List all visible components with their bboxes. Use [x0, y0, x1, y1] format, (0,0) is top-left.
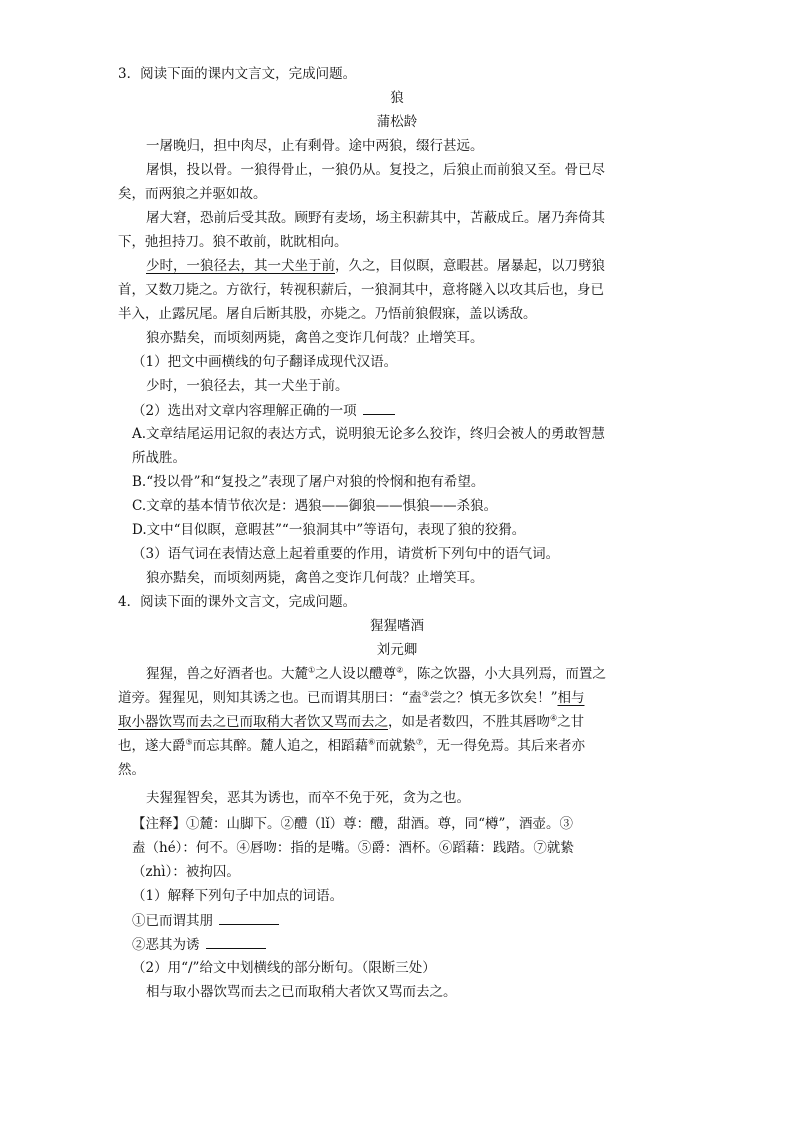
underlined-passage: 取小器饮骂而去之已而取稍大者饮又骂而去之	[118, 714, 388, 730]
q3-title: 狼	[390, 90, 404, 106]
underlined-passage-start: 相与	[557, 690, 585, 706]
answer-blank-2[interactable]	[206, 934, 266, 949]
answer-blank[interactable]	[363, 400, 395, 415]
q4-paragraph-1-line-1: 猩猩，兽之好酒者也。大麓①之人设以醴尊②，陈之饮器，小大具列焉，而置之	[146, 665, 606, 682]
q3-sub-question-3: （3）语气词在表情达意上起着重要的作用，请赏析下列句中的语气词。	[132, 546, 560, 562]
q3-paragraph-1: 一屠晚归，担中肉尽，止有剩骨。途中两狼，缀行甚远。	[146, 138, 484, 154]
q3-paragraph-5: 狼亦黠矣，而顷刻两毙，禽兽之变诈几何哉？止增笑耳。	[146, 330, 484, 346]
q3-paragraph-3-line-2: 下，弛担持刀。狼不敢前，眈眈相向。	[118, 234, 348, 250]
answer-blank-1[interactable]	[219, 910, 279, 925]
q4-heading: 4．阅读下面的课外文言文，完成问题。	[118, 594, 357, 610]
q3-paragraph-4-line-1: 少时，一狼径去，其一犬坐于前，久之，目似瞑，意暇甚。屠暴起，以刀劈狼	[146, 258, 605, 274]
q3-heading: 3．阅读下面的课内文言文，完成问题。	[118, 66, 357, 82]
option-c: C.文章的基本情节依次是：遇狼——御狼——惧狼——杀狼。	[132, 498, 498, 514]
q4-author: 刘元卿	[376, 642, 418, 658]
q3-sub-question-1-text: 少时，一狼径去，其一犬坐于前。	[146, 378, 349, 394]
q3-paragraph-3-line-1: 屠大窘，恐前后受其敌。顾野有麦场，场主积薪其中，苫蔽成丘。屠乃奔倚其	[146, 210, 605, 226]
q4-item-2: ②恶其为诱	[132, 934, 266, 955]
q4-paragraph-1-line-3: 取小器饮骂而去之已而取稍大者饮又骂而去之，如是者数四，不胜其唇吻④之甘	[118, 713, 585, 730]
option-a-line-1: A.文章结尾运用记叙的表达方式，说明狼无论多么狡诈，终归会被人的勇敢智慧	[132, 426, 606, 442]
q4-paragraph-1-line-5: 然。	[118, 762, 145, 778]
option-d: D.文中“目似瞑，意暇甚”“一狼洞其中”等语句，表现了狼的狡猾。	[132, 522, 526, 538]
option-b: B.“投以骨”和“复投之”表现了屠户对狼的怜悯和抱有希望。	[132, 474, 485, 490]
q3-sub-question-2: （2）选出对文章内容理解正确的一项	[132, 400, 395, 421]
q4-title: 猩猩嗜酒	[370, 618, 424, 634]
q3-paragraph-4-line-3: 半入，止露尻尾。屠自后断其股，亦毙之。乃悟前狼假寐，盖以诱敌。	[118, 306, 537, 322]
q4-sub-question-2-text: 相与取小器饮骂而去之已而取稍大者饮又骂而去之。	[146, 984, 457, 1000]
q4-note-line-1: 【注释】①麓：山脚下。②醴（lǐ）尊：醴，甜酒。尊，同“樽”，酒壶。③	[132, 816, 573, 832]
option-a-line-2: 所战胜。	[132, 450, 186, 466]
q3-sub-question-1: （1）把文中画横线的句子翻译成现代汉语。	[132, 354, 398, 370]
q4-item-1: ①已而谓其朋	[132, 910, 279, 931]
q3-sub-question-3-text: 狼亦黠矣，而顷刻两毙，禽兽之变诈几何哉？止增笑耳。	[146, 570, 484, 586]
underlined-sentence: 少时，一狼径去，其一犬坐于前	[146, 258, 335, 274]
q4-paragraph-1-line-2: 道旁。猩猩见，则知其诱之也。已而谓其朋曰：“盍③尝之？慎无多饮矣！”相与	[118, 689, 585, 706]
q4-note-line-3: （zhì）：被拘囚。	[132, 864, 240, 880]
q3-author: 蒲松龄	[376, 114, 418, 130]
q4-sub-question-2: （2）用“/”给文中划横线的部分断句。（限断三处）	[132, 960, 436, 976]
q3-paragraph-2-line-2: 矣，而两狼之并驱如故。	[118, 186, 267, 202]
q4-sub-question-1: （1）解释下列句子中加点的词语。	[132, 888, 344, 904]
q4-paragraph-1-line-4: 也，遂大爵⑤而忘其醉。麓人追之，相蹈藉⑥而就絷⑦，无一得免焉。其后来者亦	[118, 737, 586, 754]
q3-paragraph-4-line-2: 首，又数刀毙之。方欲行，转视积薪后，一狼洞其中，意将隧入以攻其后也，身已	[118, 282, 604, 298]
q4-note-line-2: 盍（hé）：何不。④唇吻：指的是嘴。⑤爵：酒杯。⑥蹈藉：践踏。⑦就絷	[132, 840, 574, 856]
q4-paragraph-2: 夫猩猩智矣，恶其为诱也，而卒不免于死，贪为之也。	[146, 790, 470, 806]
q3-paragraph-2-line-1: 屠惧，投以骨。一狼得骨止，一狼仍从。复投之，后狼止而前狼又至。骨已尽	[146, 162, 605, 178]
